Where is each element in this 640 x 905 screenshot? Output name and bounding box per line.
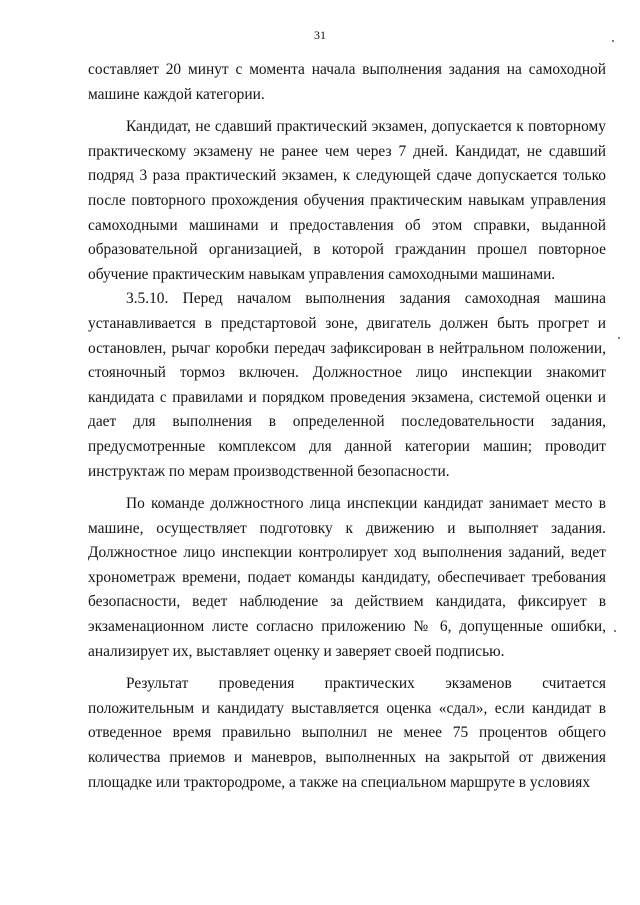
scan-speck <box>612 40 614 42</box>
page-number: 31 <box>314 28 326 42</box>
paragraph-retake-rules: Кандидат, не сдавший практический экзамен, допускается к повторному практическому экзамену не ранее чем через 7 дней. Кандидат, не сдавший подряд 3 раза практический экзамен, к следующей сдаче допускается только после повторного прохождения обучения практическим навыкам управления самоходными машинами и предоставления об этом справки, выданной образовательной организацией, в которой гражданин прошел повторное обучение практическим навыкам управления самоходными машинами. <box>88 118 606 283</box>
paragraph-continuation: составляет 20 минут с момента начала выполнения задания на самоходной машине каждой категории. <box>88 61 606 103</box>
paragraph-3-5-10: 3.5.10. Перед началом выполнения задания самоходная машина устанавливается в предстартовой зоне, двигатель должен быть прогрет и остановлен, рычаг коробки передач зафиксирован в нейтральном положении, стояночный тормоз включен. Должностное лицо инспекции знакомит кандидата с правилами и порядком проведения экзамена, системой оценки и дает для выполнения в определенной последовательности задания, предусмотренные комплексом для данной категории машин; проводит инструктаж по мерам производственной безопасности. <box>88 290 606 480</box>
paragraph-exam-result: Результат проведения практических экзаменов считается положительным и кандидату выставляется оценка «сдал», если кандидат в отведенное время правильно выполнил не менее 75 процентов общего количества приемов и маневров, выполненных на закрытой от движения площадке или трактородроме, а также на специальном маршруте в условиях <box>88 675 606 791</box>
body-text <box>88 58 606 795</box>
scan-speck <box>614 630 616 632</box>
paragraph-exam-procedure: По команде должностного лица инспекции кандидат занимает место в машине, осуществляет подготовку к движению и выполняет задания. Должностное лицо инспекции контролирует ход выполнения заданий, ведет хронометраж времени, подает команды кандидату, обеспечивает требования безопасности, ведет наблюдение за действием кандидата, фиксирует в экзаменационном листе согласно приложению № 6, допущенные ошибки, анализирует их, выставляет оценку и заверяет своей подписью. <box>88 495 606 660</box>
scan-speck <box>618 337 620 339</box>
